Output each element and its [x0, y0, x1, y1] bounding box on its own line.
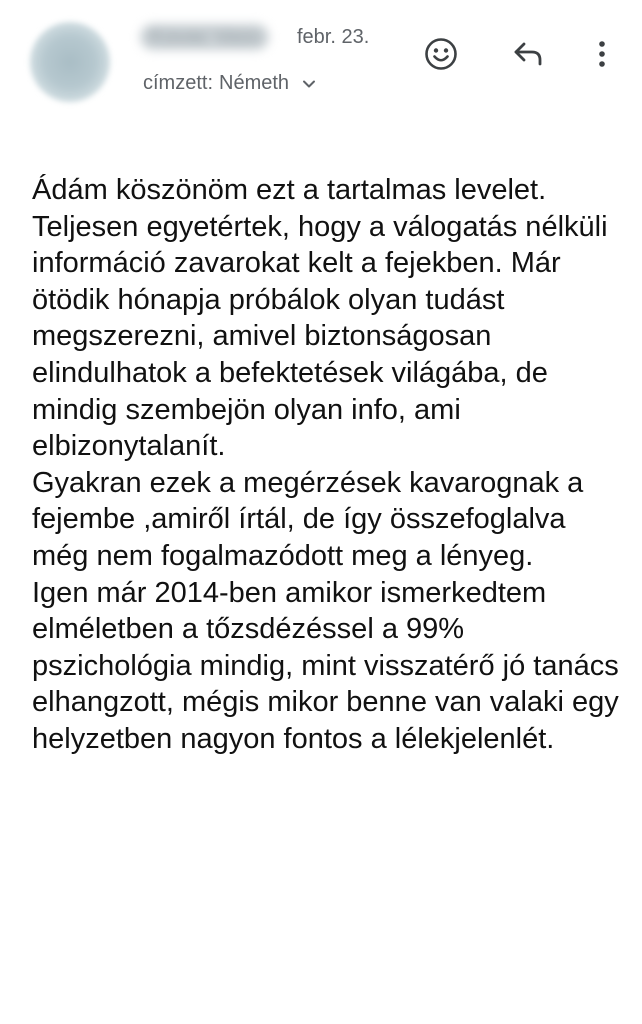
more-vert-icon [584, 36, 620, 72]
reply-icon [510, 36, 546, 72]
add-reaction-button[interactable] [421, 34, 461, 74]
message-paragraph-3: Gyakran ezek a megérzések kavarognak a fejembe ,amiről írtál, de így összefoglalva még nem fogalmazódott meg a lényeg. [32, 466, 584, 572]
message-header [0, 0, 642, 130]
message-date: febr. 23. [297, 26, 370, 48]
sender-avatar[interactable] [30, 22, 110, 102]
message-paragraph-1: Ádám köszönöm ezt a tartalmas levelet. [32, 174, 547, 206]
reply-button[interactable] [508, 34, 548, 74]
recipient-details-toggle[interactable] [143, 68, 317, 98]
more-options-button[interactable] [582, 34, 622, 74]
message-paragraph-4: Igen már 2014-ben amikor ismerkedtem elméletben a tőzsdézéssel a 99% pszichológia mindig, mint visszatérő jó tanács elhangzott, mégis mikor benne van valaki egy helyzetben nagyon fontos a lélekjelenlét. [32, 576, 619, 755]
chevron-down-icon [301, 75, 317, 91]
message-body [32, 172, 622, 758]
message-paragraph-2: Teljesen egyetértek, hogy a válogatás nélküli információ zavarokat kelt a fejekben. Már ötödik hónapja próbálok olyan tudást megszerezni, amivel biztonságosan elindulhatok a befektetések világába, de mindig szembejön olyan info, ami elbizonytalanít. [32, 210, 608, 463]
recipient-name: Németh [219, 71, 290, 94]
smiley-icon [423, 36, 459, 72]
recipient-prefix: címzett: [143, 71, 214, 94]
sender-name[interactable]: Kovac Vass [140, 24, 269, 50]
